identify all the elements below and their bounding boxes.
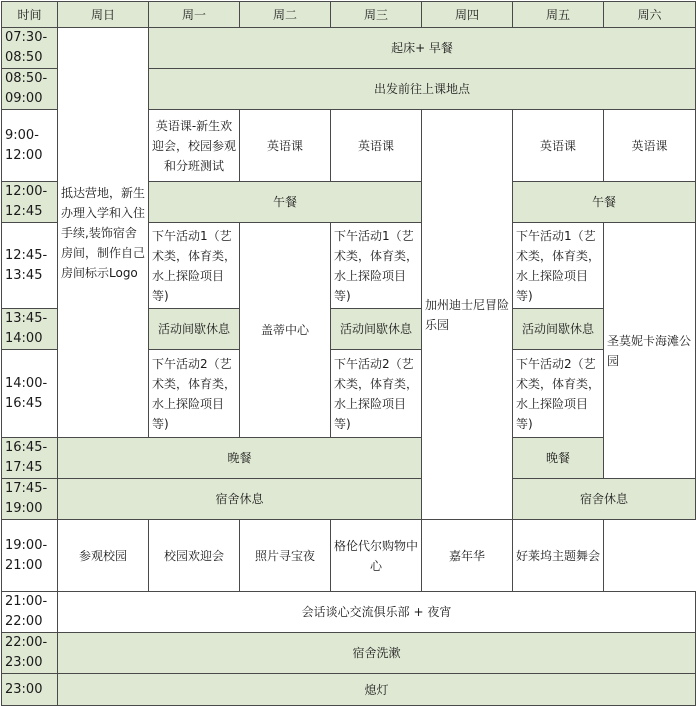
time-cell: 07:30-08:50 [2,28,58,69]
breakfast-cell: 起床+ 早餐 [149,28,696,69]
monday-pm1-cell: 下午活动1（艺术类，体育类，水上探险项目等) [149,223,240,309]
dinner-fri-cell: 晚餐 [513,438,604,479]
tuesday-getty-cell: 盖蒂中心 [240,223,331,438]
table-row [2,438,696,479]
schedule-table [1,1,696,706]
header-friday: 周五 [513,2,604,28]
friday-evening-cell: 嘉年华 [422,520,513,592]
time-cell: 16:45-17:45 [2,438,58,479]
header-saturday: 周六 [604,2,696,28]
saturday-morning-cell: 英语课 [604,110,696,182]
time-cell: 13:45-14:00 [2,309,58,350]
time-cell: 19:00-21:00 [2,520,58,592]
monday-break-cell: 活动间歇休息 [149,309,240,350]
wednesday-pm2-cell: 下午活动2（艺术类，体育类，水上探险项目等) [331,350,422,438]
time-cell: 08:50-09:00 [2,69,58,110]
wash-cell: 宿舍洗漱 [58,633,696,674]
monday-evening-cell: 校园欢迎会 [149,520,240,592]
tuesday-evening-cell: 照片寻宝夜 [240,520,331,592]
header-time: 时间 [2,2,58,28]
wednesday-break-cell: 活动间歇休息 [331,309,422,350]
friday-pm1-cell: 下午活动1（艺术类，体育类，水上探险项目等) [513,223,604,309]
time-cell: 12:00-12:45 [2,182,58,223]
friday-break-cell: 活动间歇休息 [513,309,604,350]
table-row [2,633,696,674]
time-cell: 12:45-13:45 [2,223,58,309]
depart-cell: 出发前往上课地点 [149,69,696,110]
club-cell: 会话谈心交流俱乐部 + 夜宵 [58,592,696,633]
lunch-fri-sat-cell: 午餐 [513,182,696,223]
table-row [2,520,696,592]
header-row [2,2,696,28]
thursday-disney-cell: 加州迪士尼冒险乐园 [422,110,513,520]
wednesday-pm1-cell: 下午活动1（艺术类，体育类，水上探险项目等) [331,223,422,309]
table-row [2,592,696,633]
header-sunday: 周日 [58,2,149,28]
table-row [2,479,696,520]
header-tuesday: 周二 [240,2,331,28]
time-cell: 21:00-22:00 [2,592,58,633]
friday-morning-cell: 英语课 [513,110,604,182]
table-row [2,28,696,69]
time-cell: 17:45-19:00 [2,479,58,520]
lunch-mon-wed-cell: 午餐 [149,182,422,223]
time-cell: 9:00-12:00 [2,110,58,182]
header-wednesday: 周三 [331,2,422,28]
table-row [2,674,696,706]
saturday-evening-cell: 好莱坞主题舞会 [513,520,604,592]
dinner-sun-wed-cell: 晚餐 [58,438,422,479]
header-thursday: 周四 [422,2,513,28]
tuesday-morning-cell: 英语课 [240,110,331,182]
rest-sun-wed-cell: 宿舍休息 [58,479,422,520]
rest-fri-sat-cell: 宿舍休息 [513,479,696,520]
time-cell: 14:00-16:45 [2,350,58,438]
sunday-evening-cell: 参观校园 [58,520,149,592]
wednesday-evening-cell: 格伦代尔购物中心 [331,520,422,592]
time-cell: 23:00 [2,674,58,706]
friday-pm2-cell: 下午活动2（艺术类，体育类，水上探险项目等) [513,350,604,438]
saturday-santa-monica-cell: 圣莫妮卡海滩公园 [604,223,696,479]
monday-pm2-cell: 下午活动2（艺术类，体育类，水上探险项目等) [149,350,240,438]
time-cell: 22:00-23:00 [2,633,58,674]
wednesday-morning-cell: 英语课 [331,110,422,182]
monday-morning-cell: 英语课-新生欢迎会，校园参观和分班测试 [149,110,240,182]
lights-out-cell: 熄灯 [58,674,696,706]
header-monday: 周一 [149,2,240,28]
sunday-arrival-cell: 抵达营地，新生办理入学和入住手续,装饰宿舍房间，制作自己房间标示Logo [58,28,149,438]
